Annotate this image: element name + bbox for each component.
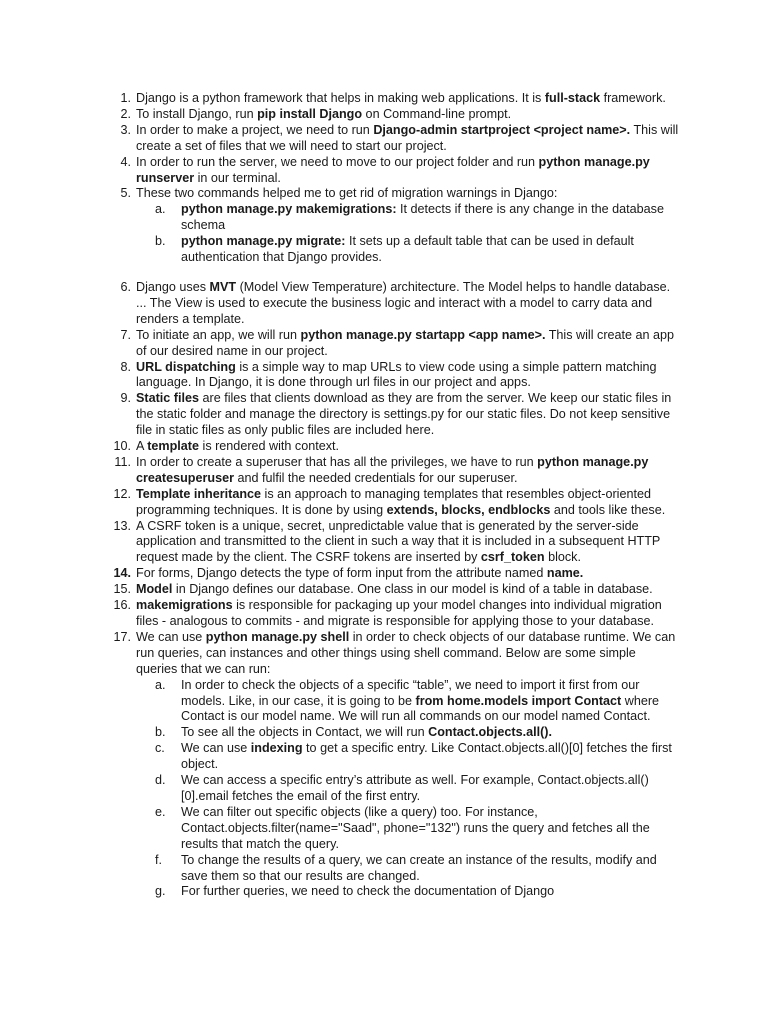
text-run: For forms, Django detects the type of form input from the attribute named	[136, 566, 547, 581]
text-run: These two commands helped me to get rid of migration warnings in Django:	[136, 186, 558, 201]
text-run: It sets up a default table that can be used in default authentication that Django provides.	[181, 234, 634, 265]
list-number: 14.	[113, 566, 131, 581]
list-number: 6.	[120, 279, 131, 294]
bold-text: name.	[546, 566, 584, 581]
text-run: Django is a python framework that helps in making web applications. It is	[136, 91, 545, 105]
text-run: on Command-line prompt.	[362, 106, 512, 121]
text-run: block.	[544, 550, 581, 565]
bold-text: python manage.py runserver	[136, 154, 650, 185]
bold-text: extends, blocks, endblocks	[386, 502, 551, 517]
bold-text: Static files	[136, 391, 199, 406]
list-number: 1.	[120, 91, 131, 105]
text-run: is an approach to managing templates that resembles object-oriented programming techniques. It is done by using	[136, 486, 651, 517]
bold-text: csrf_token	[480, 550, 545, 565]
sub-list-item	[0, 853, 679, 885]
bold-text: Contact.objects.all().	[428, 725, 552, 740]
text-run: To initiate an app, we will run	[136, 327, 301, 342]
bold-text: pip install Django	[257, 106, 363, 121]
sub-list-letter: d.	[155, 773, 166, 788]
text-run: A	[136, 439, 148, 454]
list-number: 16.	[113, 598, 131, 613]
text-run: It detects if there is any change in the database schema	[181, 202, 664, 233]
text-run: and tools like these.	[550, 502, 666, 517]
list-number: 10.	[113, 439, 131, 454]
text-run: To see all the objects in Contact, we will run	[181, 725, 429, 740]
text-run: and fulfil the needed credentials for our superuser.	[234, 470, 518, 485]
list-item	[0, 107, 679, 123]
list-item	[0, 630, 679, 678]
list-item	[0, 566, 679, 582]
list-number: 2.	[120, 106, 131, 121]
sub-list-item	[0, 741, 679, 773]
list-number: 15.	[113, 582, 131, 597]
sub-list-item	[0, 773, 679, 805]
text-run: is responsible for packaging up your model changes into individual migration files - analogous to commits - and migrate is responsible for applying those to your database.	[136, 598, 662, 628]
sub-list-item	[0, 725, 679, 741]
sub-list-letter: f.	[155, 852, 162, 867]
bold-text: template	[147, 439, 200, 454]
list-item	[0, 123, 679, 155]
list-number: 3.	[120, 122, 131, 137]
text-run: In order to create a superuser that has all the privileges, we have to run	[136, 454, 538, 469]
bold-text: python manage.py makemigrations:	[181, 202, 397, 217]
text-run: Django uses	[136, 279, 210, 294]
list-number: 13.	[113, 518, 131, 533]
list-number: 8.	[120, 359, 131, 374]
list-item	[0, 91, 679, 107]
bold-text: MVT	[209, 279, 237, 294]
text-run: to get a specific entry. Like Contact.objects.all()[0] fetches the first object.	[181, 741, 672, 772]
text-run: in order to check objects of our database runtime. We can run queries, can instances and other things using shell command. Below are some simple queries that we can run:	[136, 629, 676, 676]
text-run: A CSRF token is a unique, secret, unpredictable value that is generated by the server-side application and transmitted to the client in such a way that it is included in a subsequent HTTP request made by the client. The CSRF tokens are inserted by	[136, 518, 661, 565]
text-run: in Django defines our database. One class in our model is kind of a table in database.	[172, 582, 653, 597]
bold-text: from home.models import Contact	[415, 693, 622, 708]
bold-text: python manage.py startapp <app name>.	[300, 327, 546, 342]
bold-text: indexing	[250, 741, 303, 756]
sub-list-letter: b.	[155, 725, 166, 740]
text-run: We can use	[181, 741, 251, 756]
text-run: is a simple way to map URLs to view code using a simple pattern matching language. In Django, it is done through url files in our project and apps.	[136, 359, 657, 390]
text-run: In order to make a project, we need to run	[136, 122, 374, 137]
sub-list-letter: e.	[155, 804, 166, 819]
bold-text: makemigrations	[136, 598, 233, 613]
document-page	[0, 91, 768, 900]
text-run: where Contact is our model name. We will run all commands on our model named Contact.	[181, 693, 660, 724]
text-run: in our terminal.	[194, 170, 281, 185]
list-item	[0, 455, 679, 487]
list-item	[0, 328, 679, 360]
text-run: To change the results of a query, we can create an instance of the results, modify and save them so that our results are changed.	[181, 852, 657, 883]
text-run: For further queries, we need to check the documentation of Django	[181, 884, 555, 899]
list-number: 11.	[114, 454, 131, 469]
sub-list-item	[0, 202, 679, 234]
text-run: is rendered with context.	[199, 439, 340, 454]
list-item	[0, 155, 679, 187]
text-run: are files that clients download as they are from the server. We keep our static files in the static folder and manage the directory is settings.py for our static files. Do not keep sensitive file in static files as only public files are included here.	[136, 391, 672, 438]
list-item	[0, 519, 679, 567]
bold-text: python manage.py shell	[205, 629, 350, 644]
list-number: 9.	[120, 391, 131, 406]
bold-text: Django-admin startproject <project name>.	[373, 122, 631, 137]
text-run: This will create an app of our desired name in our project.	[136, 327, 675, 358]
list-item	[0, 280, 679, 328]
text-run: framework.	[600, 91, 666, 105]
sub-list-letter: c.	[155, 741, 165, 756]
text-run: In order to run the server, we need to move to our project folder and run	[136, 154, 539, 169]
bold-text: python manage.py createsuperuser	[136, 454, 649, 485]
text-run: This will create a set of files that we will need to start our project.	[136, 122, 679, 153]
list-item	[0, 186, 679, 202]
sub-list-item	[0, 678, 679, 726]
text-run: We can use	[136, 629, 206, 644]
list-item	[0, 487, 679, 519]
text-run: We can access a specific entry’s attribute as well. For example, Contact.objects.all()[0].email fetches the email of the first entry.	[181, 773, 649, 803]
list-item	[0, 582, 679, 598]
list-item	[0, 598, 679, 630]
sub-list-item	[0, 884, 679, 900]
list-item	[0, 439, 679, 455]
sub-list-letter: a.	[155, 677, 166, 692]
text-run: To install Django, run	[136, 106, 258, 121]
list-number: 17.	[113, 629, 131, 644]
paragraph-gap	[0, 266, 768, 280]
sub-list-letter: b.	[155, 234, 166, 249]
list-number: 12.	[113, 486, 131, 501]
sub-list-item	[0, 234, 679, 266]
bold-text: Template inheritance	[136, 486, 262, 501]
list-number: 5.	[120, 186, 131, 201]
sub-list-item	[0, 805, 679, 853]
sub-list-letter: a.	[155, 202, 166, 217]
list-item	[0, 391, 679, 439]
sub-list-letter: g.	[155, 884, 166, 899]
bold-text: URL dispatching	[136, 359, 236, 374]
bold-text: full-stack	[544, 91, 601, 105]
list-item	[0, 360, 679, 392]
text-run: (Model View Temperature) architecture. The Model helps to handle database. ... The View is used to execute the business logic and interact with a model to carry data and renders a template.	[136, 279, 671, 326]
text-run: In order to check the objects of a specific “table”, we need to import it first from our models. Like, in our case, it is going to be	[181, 677, 640, 708]
bold-text: python manage.py migrate:	[181, 234, 346, 249]
text-run: We can filter out specific objects (like a query) too. For instance, Contact.objects.filter(name="Saad", phone="132") runs the query and fetches all the results that match the query.	[181, 804, 650, 851]
list-number: 4.	[120, 154, 131, 169]
list-number: 7.	[120, 327, 131, 342]
bold-text: Model	[136, 582, 173, 597]
